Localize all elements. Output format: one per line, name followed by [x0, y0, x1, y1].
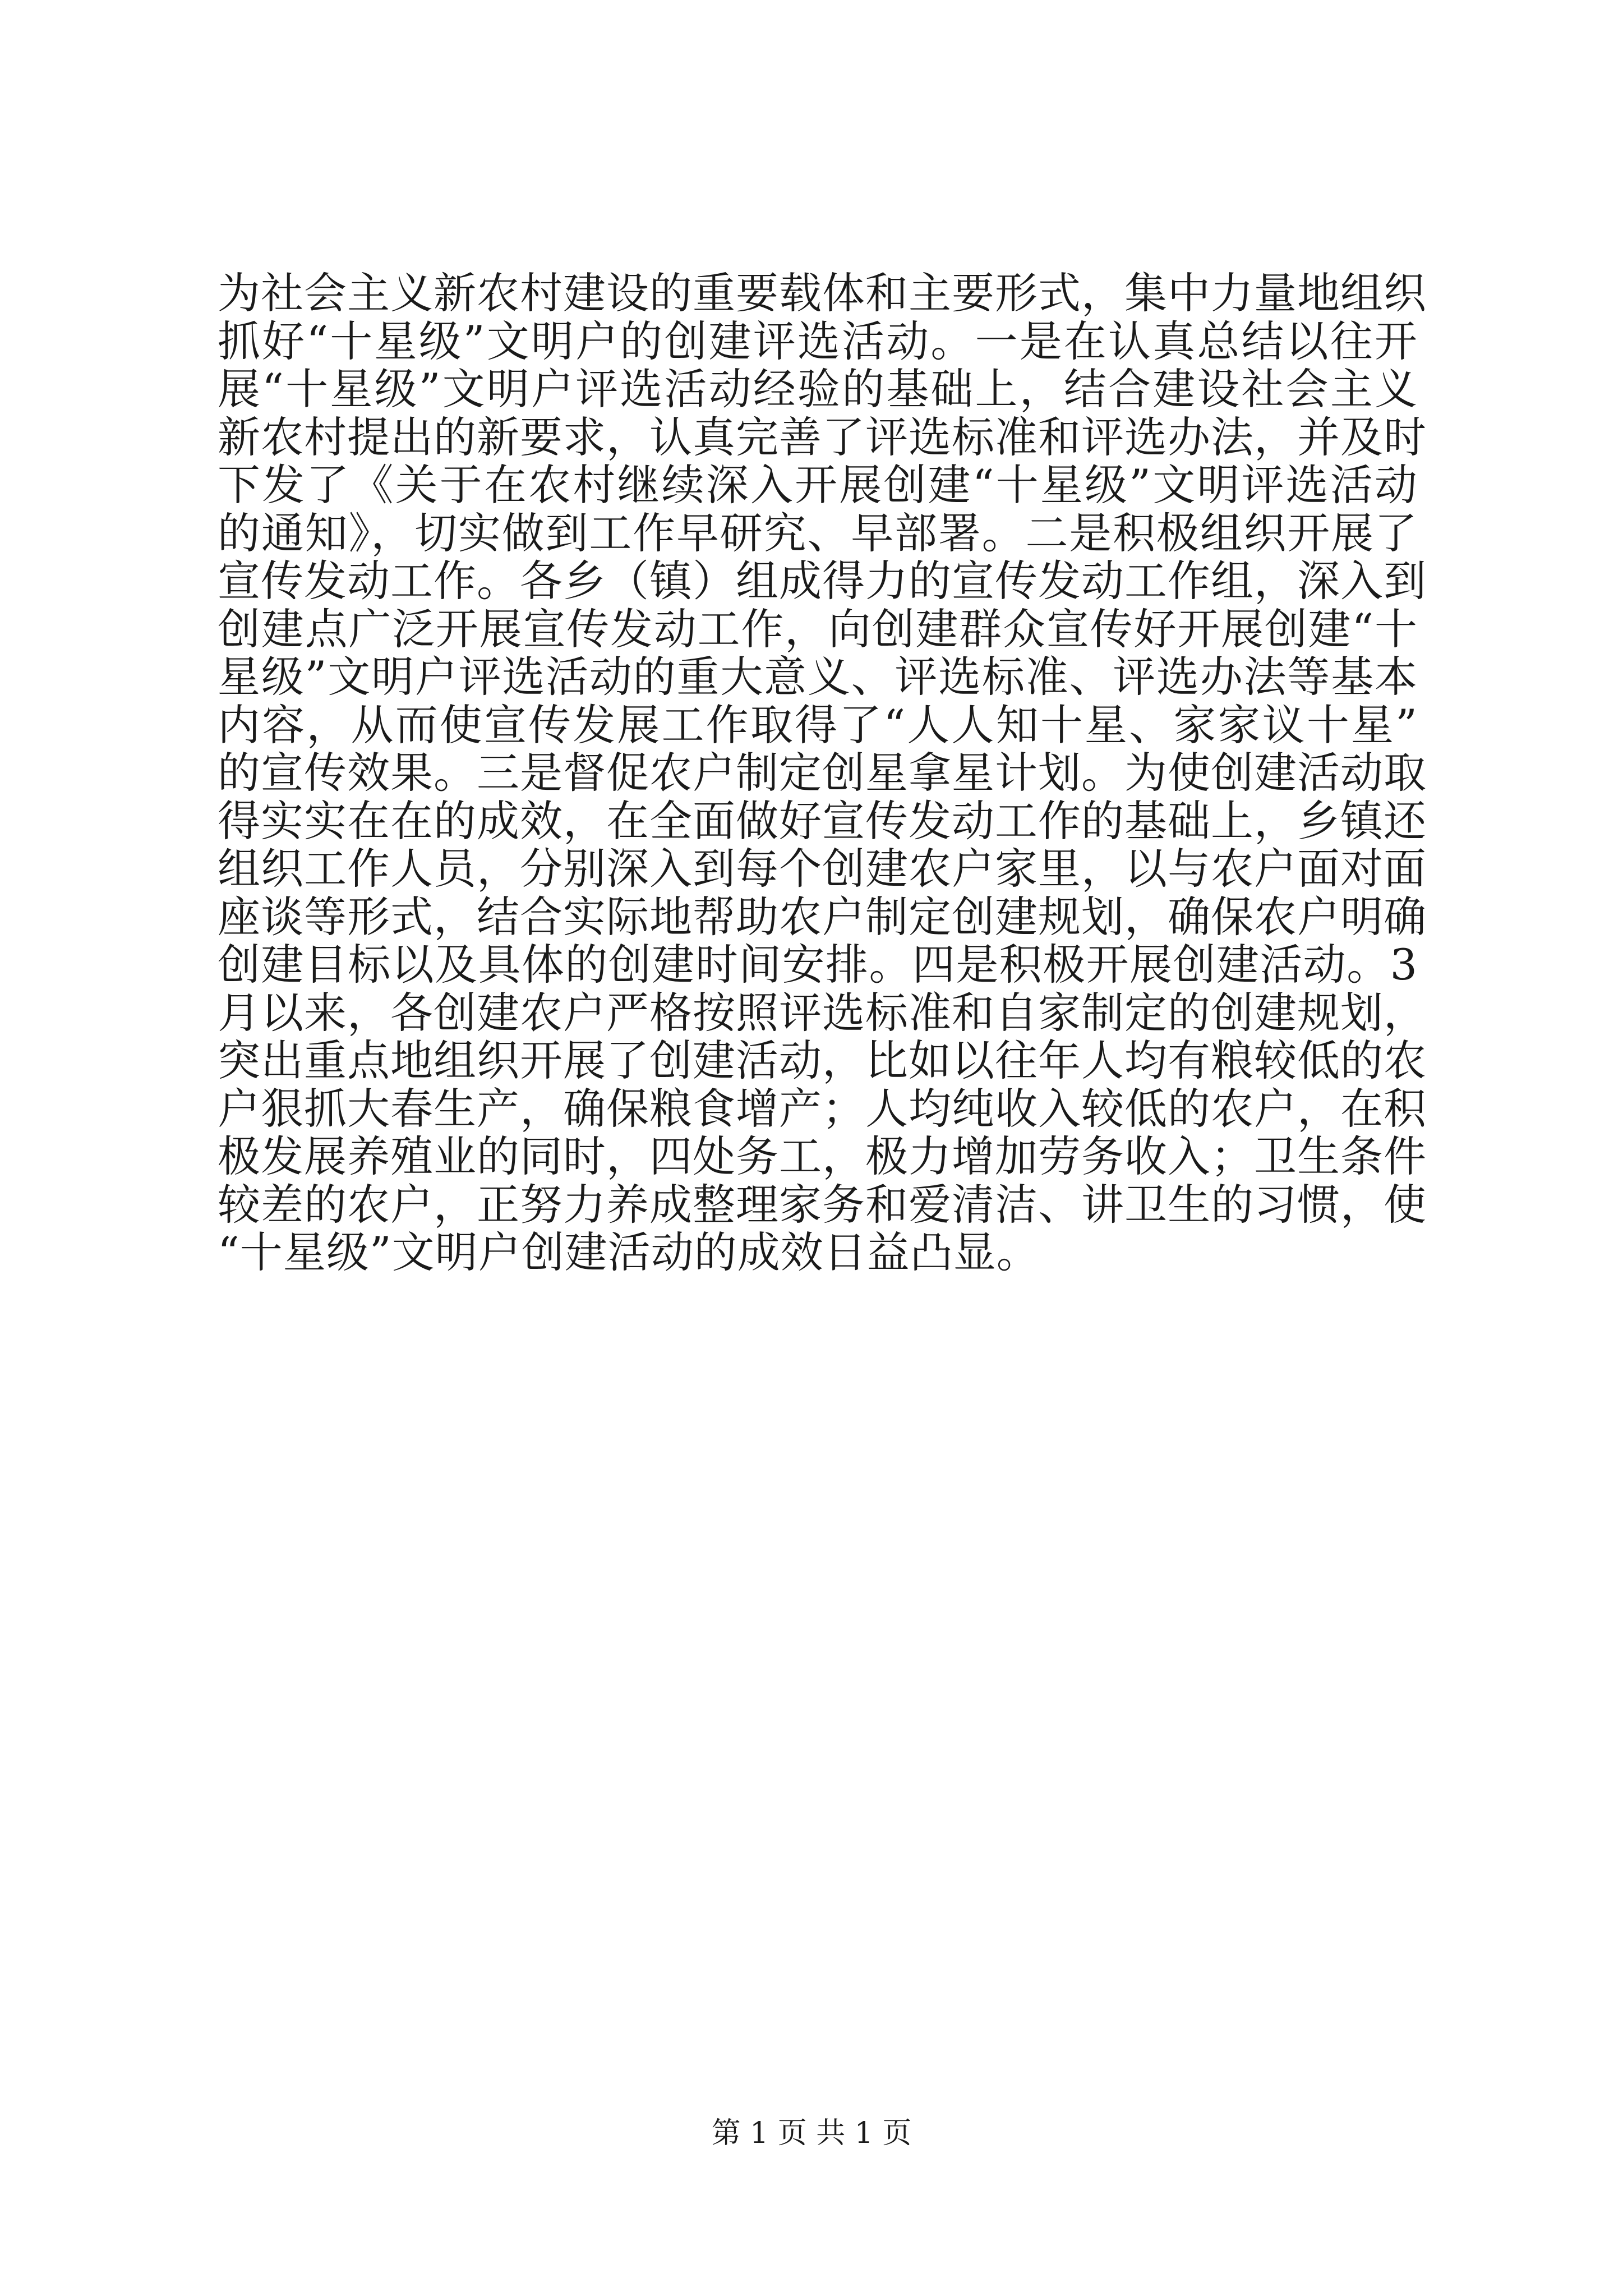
text-line: 极发展养殖业的同时，四处务工，极力增加劳务收入；卫生条件 [218, 1131, 1427, 1181]
text-line: 抓好“十星级”文明户的创建评选活动。一是在认真总结以往开 [218, 316, 1418, 366]
text-line: 较差的农户，正努力养成整理家务和爱清洁、讲卫生的习惯，使 [218, 1179, 1427, 1230]
text-line: 创建目标以及具体的创建时间安排。四是积极开展创建活动。3 [218, 940, 1418, 990]
text-line: 户狠抓大春生产，确保粮食增产；人均纯收入较低的农户，在积 [218, 1083, 1427, 1134]
text-line: 下发了《关于在农村继续深入开展创建“十星级”文明评选活动 [218, 460, 1418, 510]
text-line: “十星级”文明户创建活动的成效日益凸显。 [218, 1227, 1040, 1277]
text-line: 座谈等形式，结合实际地帮助农户制定创建规划，确保农户明确 [218, 891, 1427, 942]
text-line: 突出重点地组织开展了创建活动，比如以往年人均有粮较低的农 [218, 1036, 1427, 1085]
text-line: 月以来，各创建农户严格按照评选标准和自家制定的创建规划， [218, 987, 1427, 1038]
text-line: 的通知》，切实做到工作早研究、早部署。二是积极组织开展了 [218, 508, 1418, 558]
text-line: 新农村提出的新要求，认真完善了评选标准和评选办法，并及时 [218, 412, 1427, 462]
text-line: 星级”文明户评选活动的重大意义、评选标准、评选办法等基本 [218, 652, 1418, 702]
text-line: 为社会主义新农村建设的重要载体和主要形式，集中力量地组织 [218, 268, 1427, 318]
text-line: 内容，从而使宣传发展工作取得了“人人知十星、家家议十星” [218, 700, 1418, 750]
text-line: 得实实在在的成效，在全面做好宣传发动工作的基础上，乡镇还 [218, 795, 1427, 846]
text-line: 宣传发动工作。各乡（镇）组成得力的宣传发动工作组，深入到 [218, 556, 1427, 606]
text-line: 展“十星级”文明户评选活动经验的基础上，结合建设社会主义 [218, 364, 1418, 414]
text-line: 的宣传效果。三是督促农户制定创星拿星计划。为使创建活动取 [218, 748, 1427, 798]
text-line: 组织工作人员，分别深入到每个创建农户家里，以与农户面对面 [218, 844, 1427, 894]
text-line: 创建点广泛开展宣传发动工作，向创建群众宣传好开展创建“十 [218, 604, 1418, 654]
page-footer: 第 1 页 共 1 页 [711, 2116, 912, 2150]
body-paragraph [218, 268, 1427, 1277]
